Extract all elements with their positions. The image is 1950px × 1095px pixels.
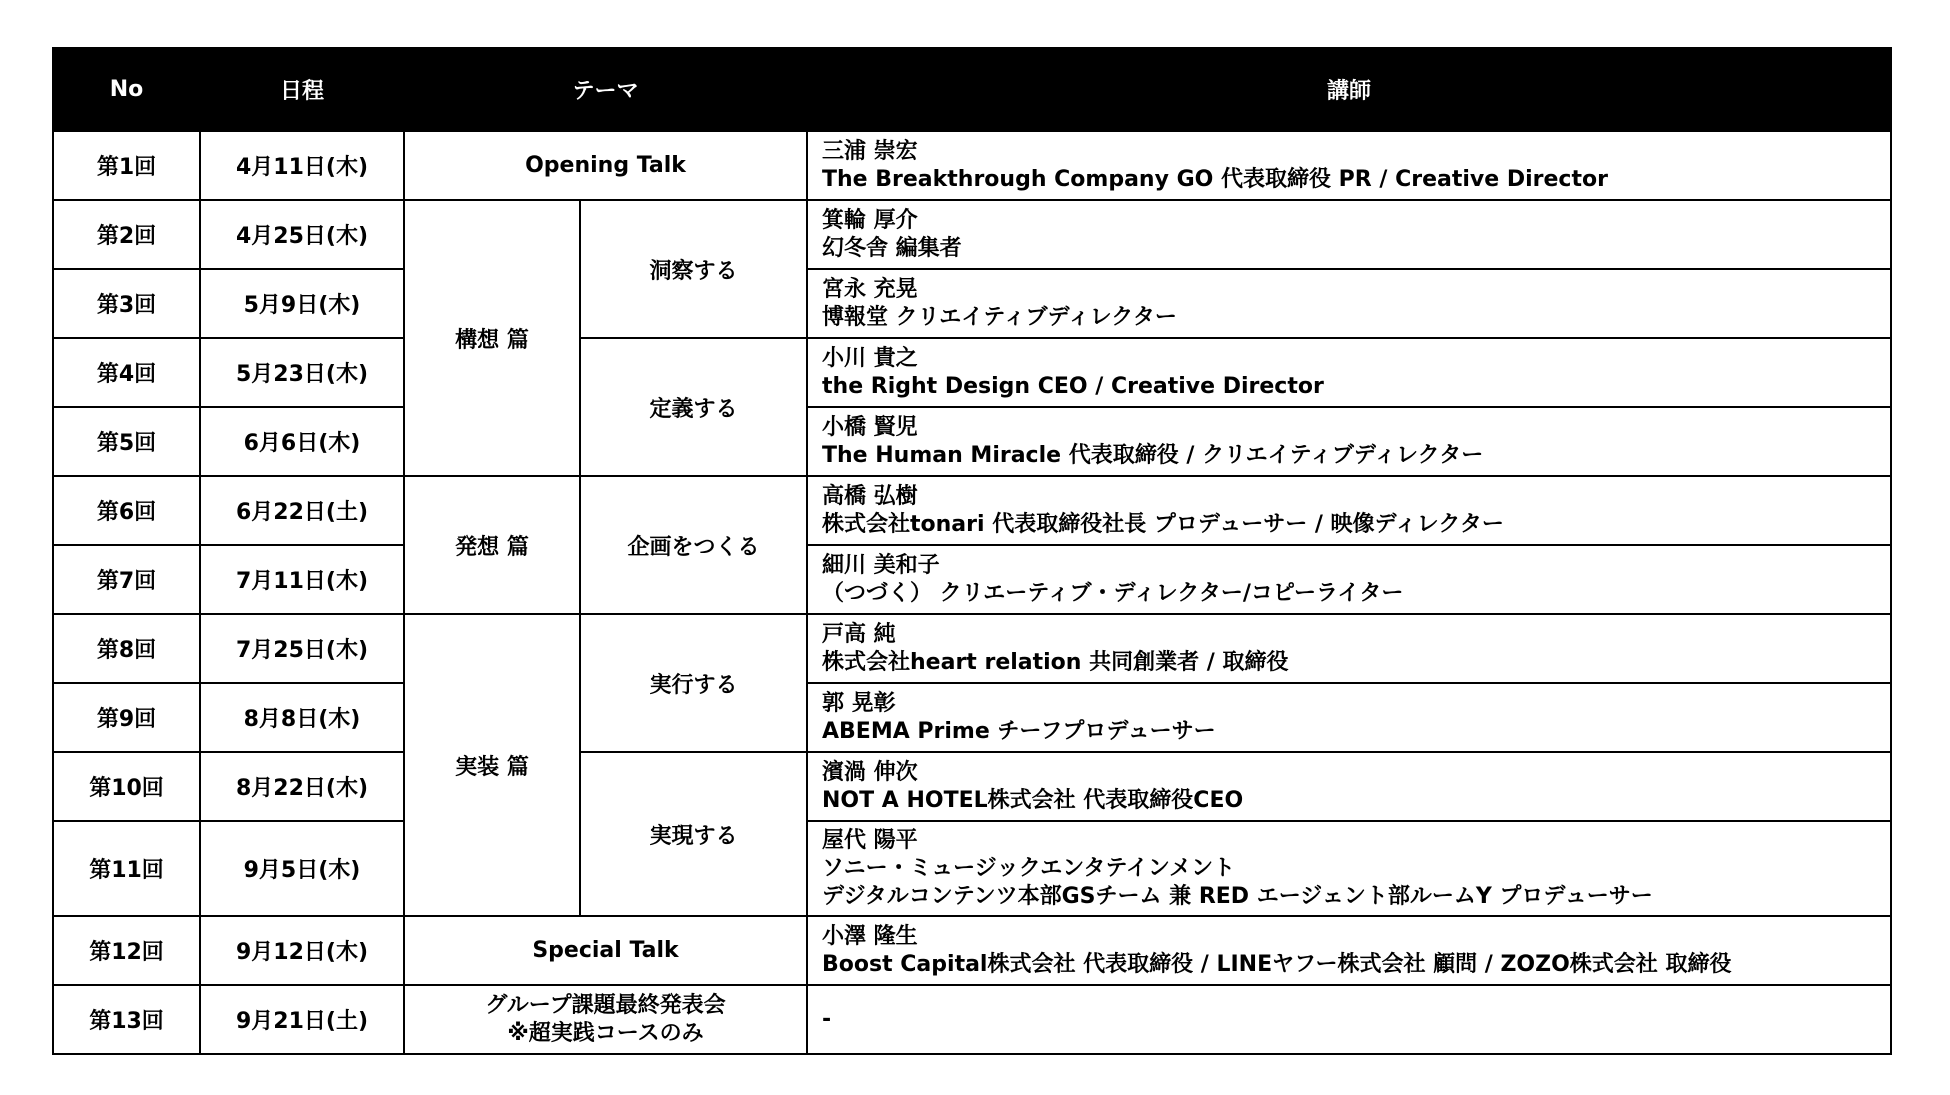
table-row xyxy=(53,407,1891,476)
lecturer-name: 箕輪 厚介 xyxy=(822,207,918,233)
lecturer-cell xyxy=(807,407,1891,476)
lecturer-title: The Breakthrough Company GO 代表取締役 PR / Creative Director xyxy=(822,166,1608,192)
session-number: 第10回 xyxy=(53,752,200,821)
session-date: 9月5日(木) xyxy=(200,821,404,916)
lecturer-name: 三浦 崇宏 xyxy=(822,138,918,164)
lecturer-name: 小川 貴之 xyxy=(822,345,918,371)
subtheme-kikaku: 企画をつくる xyxy=(580,476,807,614)
session-number: 第11回 xyxy=(53,821,200,916)
session-number: 第2回 xyxy=(53,200,200,269)
session-number: 第4回 xyxy=(53,338,200,407)
theme-line: グループ課題最終発表会 xyxy=(485,992,726,1018)
lecturer-name: - xyxy=(822,1006,832,1032)
lecturer-cell xyxy=(807,269,1891,338)
session-date: 6月6日(木) xyxy=(200,407,404,476)
header-row xyxy=(53,48,1891,131)
lecturer-title: Boost Capital株式会社 代表取締役 / LINEヤフー株式会社 顧問 / ZOZO株式会社 取締役 xyxy=(822,951,1732,977)
lecturer-name: 屋代 陽平 xyxy=(822,827,918,853)
session-date: 4月25日(木) xyxy=(200,200,404,269)
table-row xyxy=(53,269,1891,338)
session-date: 6月22日(土) xyxy=(200,476,404,545)
phase-hasso: 発想 篇 xyxy=(404,476,580,614)
lecturer-name: 郭 晃彰 xyxy=(822,690,896,716)
table-row xyxy=(53,338,1891,407)
lecturer-cell xyxy=(807,614,1891,683)
table-row xyxy=(53,476,1891,545)
subtheme-teigi: 定義する xyxy=(580,338,807,476)
lecturer-name: 小橋 賢児 xyxy=(822,414,918,440)
lecturer-name: 細川 美和子 xyxy=(822,552,940,578)
lecturer-title: The Human Miracle 代表取締役 / クリエイティブディレクター xyxy=(822,442,1484,468)
session-number: 第12回 xyxy=(53,916,200,985)
lecturer-cell xyxy=(807,985,1891,1054)
table-body xyxy=(53,131,1891,1054)
lecturer-name: 戸高 純 xyxy=(822,621,896,647)
lecturer-title: 博報堂 クリエイティブディレクター xyxy=(822,304,1177,330)
table-row xyxy=(53,614,1891,683)
header-theme: テーマ xyxy=(404,48,807,131)
header-no: No xyxy=(53,48,200,131)
session-number: 第13回 xyxy=(53,985,200,1054)
lecturer-name: 宮永 充晃 xyxy=(822,276,918,302)
table-row xyxy=(53,545,1891,614)
lecturer-cell xyxy=(807,916,1891,985)
lecturer-cell xyxy=(807,131,1891,200)
lecturer-title: 株式会社heart relation 共同創業者 / 取締役 xyxy=(822,649,1289,675)
lecturer-cell xyxy=(807,545,1891,614)
lecturer-title: ABEMA Prime チーフプロデューサー xyxy=(822,718,1216,744)
session-date: 4月11日(木) xyxy=(200,131,404,200)
session-theme: Special Talk xyxy=(404,916,807,985)
session-date: 9月12日(木) xyxy=(200,916,404,985)
lecturer-title: デジタルコンテンツ本部GSチーム 兼 RED エージェント部ルームY プロデューサー xyxy=(822,883,1653,909)
lecturer-cell xyxy=(807,200,1891,269)
subtheme-jikko: 実行する xyxy=(580,614,807,752)
theme-note: ※超実践コースのみ xyxy=(507,1020,704,1046)
session-theme: Opening Talk xyxy=(404,131,807,200)
session-theme xyxy=(404,985,807,1054)
lecturer-cell xyxy=(807,752,1891,821)
header-lecturer: 講師 xyxy=(807,48,1891,131)
phase-jisso: 実装 篇 xyxy=(404,614,580,916)
lecturer-title: （つづく） クリエーティブ・ディレクター/コピーライター xyxy=(822,580,1404,606)
subtheme-jitsugen: 実現する xyxy=(580,752,807,916)
subtheme-dosatsu: 洞察する xyxy=(580,200,807,338)
session-number: 第3回 xyxy=(53,269,200,338)
table-header xyxy=(53,48,1891,131)
table-row xyxy=(53,200,1891,269)
session-date: 8月8日(木) xyxy=(200,683,404,752)
session-number: 第7回 xyxy=(53,545,200,614)
lecturer-title: 株式会社tonari 代表取締役社長 プロデューサー / 映像ディレクター xyxy=(822,511,1504,537)
lecturer-title: ソニー・ミュージックエンタテインメント xyxy=(822,855,1236,881)
session-number: 第9回 xyxy=(53,683,200,752)
session-number: 第6回 xyxy=(53,476,200,545)
lecturer-title: 幻冬舎 編集者 xyxy=(822,235,962,261)
lecturer-cell xyxy=(807,476,1891,545)
session-date: 8月22日(木) xyxy=(200,752,404,821)
lecturer-cell xyxy=(807,821,1891,916)
table-row xyxy=(53,985,1891,1054)
lecturer-cell xyxy=(807,683,1891,752)
lecturer-title: NOT A HOTEL株式会社 代表取締役CEO xyxy=(822,787,1244,813)
session-date: 7月25日(木) xyxy=(200,614,404,683)
lecturer-cell xyxy=(807,338,1891,407)
session-date: 7月11日(木) xyxy=(200,545,404,614)
session-date: 9月21日(土) xyxy=(200,985,404,1054)
table-row xyxy=(53,821,1891,916)
session-number: 第5回 xyxy=(53,407,200,476)
table-row xyxy=(53,916,1891,985)
table-row xyxy=(53,683,1891,752)
phase-koso: 構想 篇 xyxy=(404,200,580,476)
session-number: 第1回 xyxy=(53,131,200,200)
lecturer-name: 小澤 隆生 xyxy=(822,923,918,949)
schedule-table xyxy=(52,47,1892,1055)
table-row xyxy=(53,131,1891,200)
header-date: 日程 xyxy=(200,48,404,131)
session-number: 第8回 xyxy=(53,614,200,683)
lecturer-name: 濱渦 伸次 xyxy=(822,759,918,785)
session-date: 5月23日(木) xyxy=(200,338,404,407)
table-row xyxy=(53,752,1891,821)
lecturer-title: the Right Design CEO / Creative Director xyxy=(822,373,1324,399)
lecturer-name: 高橋 弘樹 xyxy=(822,483,918,509)
session-date: 5月9日(木) xyxy=(200,269,404,338)
